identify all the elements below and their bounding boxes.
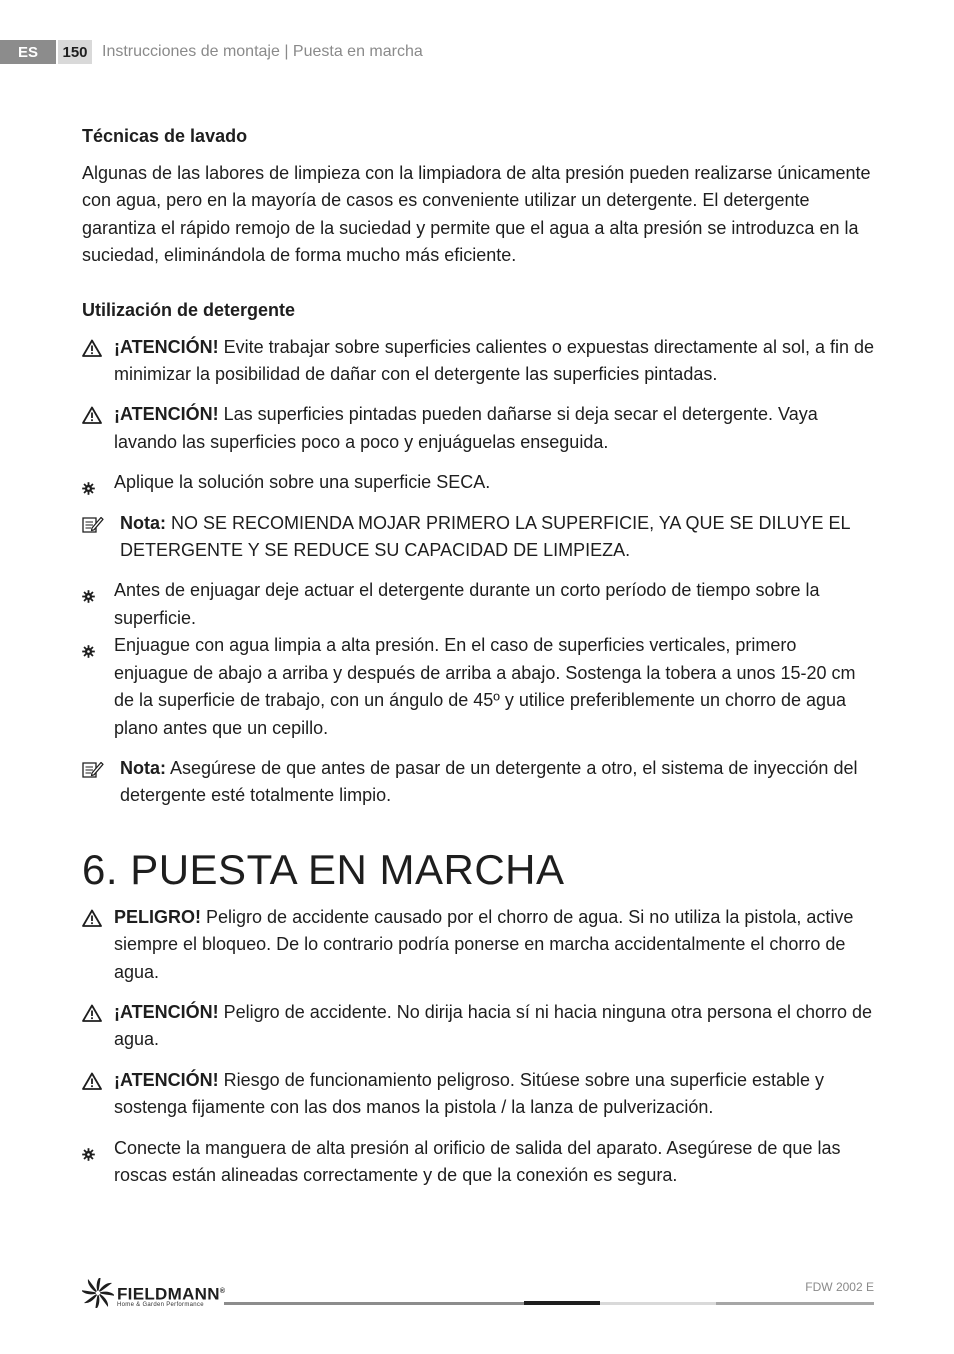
bullet-text: Conecte la manguera de alta presión al orificio de salida del aparato. Asegúrese de que las roscas están alineadas correctamente y de que la conexión es segura. (114, 1137, 841, 1185)
note-pencil-icon (82, 514, 104, 541)
warning-item (82, 999, 874, 1054)
warning-triangle-icon (82, 1003, 102, 1030)
warning-label: ¡ATENCIÓN! (114, 1069, 219, 1090)
note-item (82, 755, 874, 810)
brand-logo (82, 1278, 225, 1313)
note-pencil-icon (82, 759, 104, 786)
warning-label: ¡ATENCIÓN! (114, 404, 219, 425)
warning-triangle-icon (82, 1071, 102, 1098)
warning-text: Peligro de accidente. No dirija hacia sí ni hacia ninguna otra persona el chorro de agua. (114, 1001, 873, 1050)
warning-item (82, 401, 874, 456)
bullet-item (82, 632, 874, 742)
fan-logo-icon (82, 1278, 114, 1313)
warning-item (82, 1067, 874, 1122)
note-item (82, 510, 874, 565)
heading-washing-techniques: Técnicas de lavado (82, 126, 248, 146)
language-tab: ES (0, 40, 56, 64)
heading-detergent-use: Utilización de detergente (82, 299, 296, 320)
bullet-text: Antes de enjuagar deje actuar el detergente durante un corto período de tiempo sobre la superficie. (114, 580, 820, 628)
page-content (82, 122, 874, 1189)
footer-rule (600, 1302, 716, 1305)
gear-bullet-icon (82, 639, 95, 666)
page-header (0, 40, 423, 64)
bullet-item (82, 577, 874, 632)
page-footer (82, 1276, 874, 1316)
warning-text: Riesgo de funcionamiento peligroso. Sitúese sobre una superficie estable y sostenga fijamente con las dos manos la pistola / la lanza de pulverización. (114, 1069, 825, 1118)
warning-text: Evite trabajar sobre superficies calientes o expuestas directamente al sol, a fin de minimizar la posibilidad de dañar con el detergente las superficies pintadas. (114, 336, 875, 385)
warning-triangle-icon (82, 338, 102, 365)
warning-label: ¡ATENCIÓN! (114, 336, 219, 357)
bullet-item (82, 469, 874, 496)
paragraph-washing: Algunas de las labores de limpieza con la limpiadora de alta presión pueden realizarse únicamente con agua, pero en la mayoría de casos es conveniente utilizar un detergente. El detergente garantiza el rápido remojo de la suciedad y permite que el agua a alta presión se introduzca en la suciedad, eliminándola de forma mucho más eficiente. (82, 163, 871, 266)
footer-rule (716, 1302, 874, 1305)
danger-label: PELIGRO! (114, 906, 202, 927)
footer-rule (224, 1302, 524, 1305)
page-number: 150 (58, 40, 92, 64)
warning-triangle-icon (82, 405, 102, 432)
bullet-text: Enjuague con agua limpia a alta presión. En el caso de superficies verticales, primero enjuague de abajo a arriba y después de arriba a abajo. Sostenga la tobera a unos 15-20 cm de la superficie de trabajo, con un ángulo de 45º y utilice preferiblemente un chorro de agua plano antes que un cepillo. (114, 635, 856, 738)
danger-item (82, 904, 874, 986)
note-label: Nota: (120, 757, 166, 778)
gear-bullet-icon (82, 584, 95, 611)
brand-tagline: Home & Garden Performance (117, 1302, 204, 1309)
footer-rule (524, 1301, 600, 1305)
warning-label: ¡ATENCIÓN! (114, 1001, 219, 1022)
model-number: FDW 2002 E (805, 1280, 874, 1294)
bullet-item (82, 1135, 874, 1190)
header-title: Instrucciones de montaje | Puesta en marcha (102, 43, 423, 60)
note-text: NO SE RECOMIENDA MOJAR PRIMERO LA SUPERFICIE, YA QUE SE DILUYE EL DETERGENTE Y SE REDUCE SU CAPACIDAD DE LIMPIEZA. (120, 512, 850, 561)
note-label: Nota: (120, 512, 166, 533)
warning-text: Las superficies pintadas pueden dañarse si deja secar el detergente. Vaya lavando las superficies poco a poco y enjuáguelas enseguida. (114, 404, 818, 452)
bullet-text: Aplique la solución sobre una superficie SECA. (114, 472, 491, 493)
brand-name: FIELDMANN (117, 1284, 220, 1304)
warning-triangle-icon (82, 908, 102, 935)
danger-text: Peligro de accidente causado por el chorro de agua. Si no utiliza la pistola, active siempre el bloqueo. De lo contrario podría ponerse en marcha accidentalmente el chorro de agua. (114, 906, 854, 982)
warning-item (82, 334, 874, 389)
note-text: Asegúrese de que antes de pasar de un detergente a otro, el sistema de inyección del detergente esté totalmente limpio. (120, 757, 858, 806)
trademark-mark: ® (219, 1287, 226, 1295)
section-title: 6. PUESTA EN MARCHA (82, 845, 565, 893)
gear-bullet-icon (82, 1142, 95, 1169)
gear-bullet-icon (82, 476, 95, 503)
